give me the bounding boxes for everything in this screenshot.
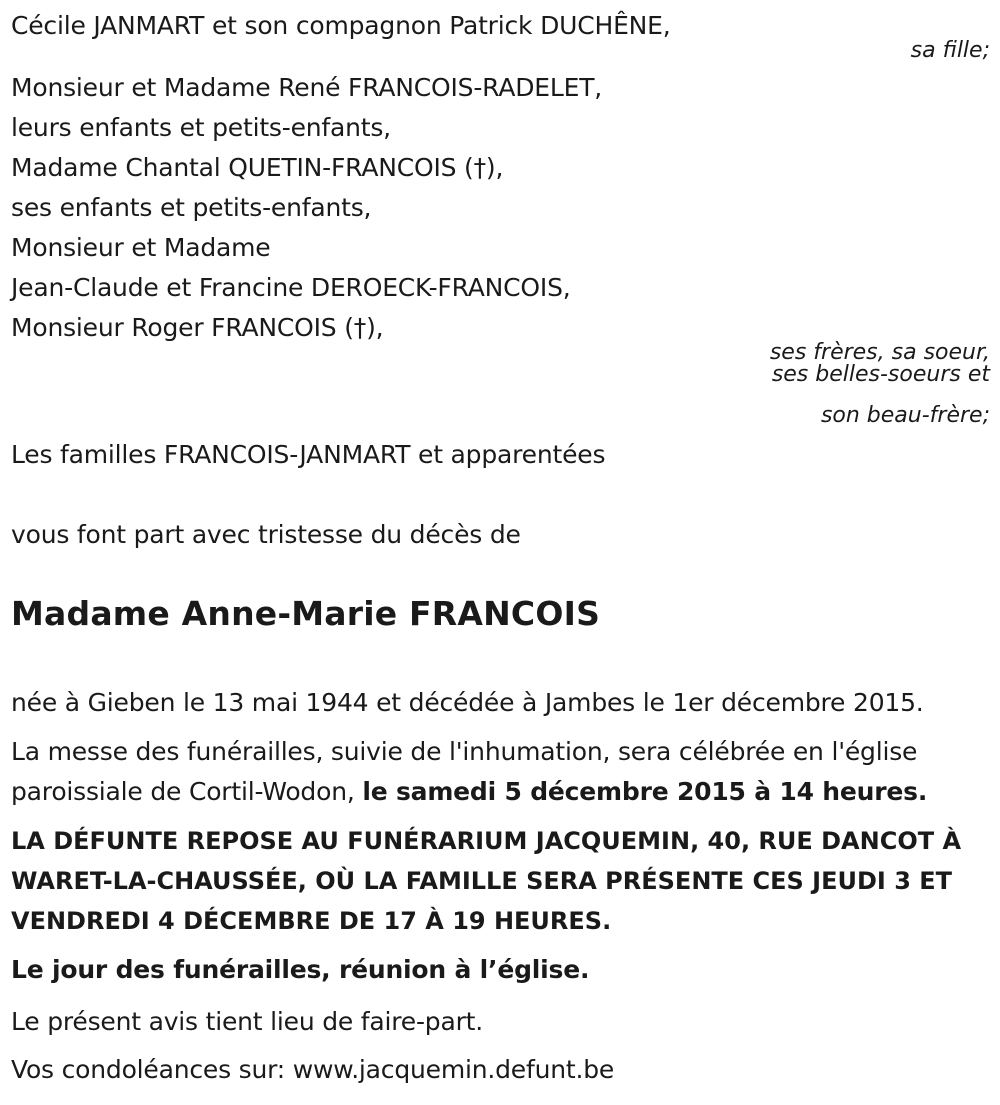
deceased-name: Madame Anne-Marie FRANCOIS: [11, 594, 601, 633]
sibling-line: ses enfants et petits-enfants,: [11, 193, 372, 222]
birth-death-dates: née à Gieben le 13 mai 1944 et décédée à Jambes le 1er décembre 2015.: [11, 688, 924, 717]
siblings-role-line: ses frères, sa soeur,: [769, 340, 990, 365]
mass-text: La messe des funérailles, suivie de l'inhumation, sera célébrée en l'église paroissiale de Cortil-Wodon,: [11, 737, 918, 806]
sibling-line: Madame Chantal QUETIN-FRANCOIS (†),: [11, 153, 504, 182]
mass-info: [11, 732, 986, 812]
sibling-line: Monsieur et Madame: [11, 233, 271, 262]
sibling-line: Monsieur Roger FRANCOIS (†),: [11, 313, 384, 342]
siblings-list: [11, 68, 602, 348]
daughter-role: sa fille;: [910, 38, 990, 63]
notice-info: Le présent avis tient lieu de faire-part.: [11, 1007, 484, 1036]
daughter-line: Cécile JANMART et son compagnon Patrick DUCHÊNE,: [11, 11, 671, 40]
condolences-info: Vos condoléances sur: www.jacquemin.defunt.be: [11, 1055, 615, 1084]
siblings-role-line: ses belles-soeurs et: [771, 362, 990, 387]
sibling-line: leurs enfants et petits-enfants,: [11, 113, 391, 142]
sibling-line: Jean-Claude et Francine DEROECK-FRANCOIS,: [11, 273, 571, 302]
repose-info: LA DÉFUNTE REPOSE AU FUNÉRARIUM JACQUEMIN, 40, RUE DANCOT À WARET-LA-CHAUSSÉE, OÙ LA FAMILLE SERA PRÉSENTE CES JEUDI 3 ET VENDREDI 4 DÉCEMBRE DE 17 À 19 HEURES.: [11, 827, 962, 935]
siblings-role-line: son beau-frère;: [820, 403, 990, 428]
meeting-info: Le jour des funérailles, réunion à l’église.: [11, 955, 590, 984]
siblings-role: [770, 342, 990, 386]
mass-datetime: le samedi 5 décembre 2015 à 14 heures.: [362, 777, 928, 806]
families-line: Les familles FRANCOIS-JANMART et apparentées: [11, 440, 606, 469]
announcement: vous font part avec tristesse du décès de: [11, 520, 521, 549]
sibling-line: Monsieur et Madame René FRANCOIS-RADELET,: [11, 73, 603, 102]
